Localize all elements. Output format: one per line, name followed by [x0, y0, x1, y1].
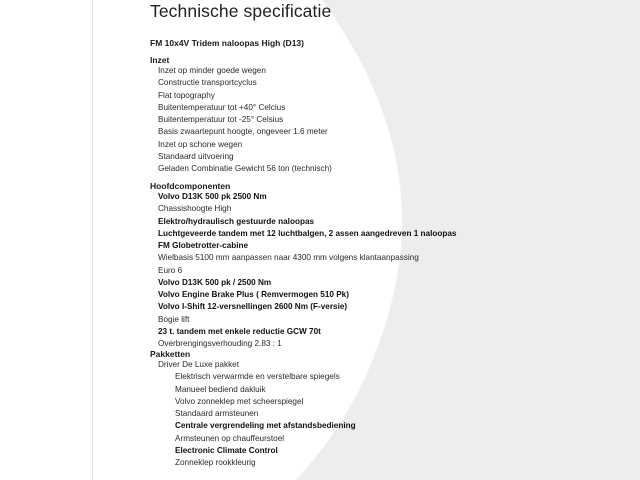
package-name-list: [158, 359, 239, 371]
spec-item: Buitentemperatuur tot -25° Celsius: [158, 115, 284, 125]
spec-item: Luchtgeveerde tandem met 12 luchtbalgen, 2 assen aangedreven 1 naloopas: [158, 228, 457, 238]
spec-item: FM Globetrotter-cabine: [158, 241, 249, 251]
spec-item: Euro 6: [158, 265, 183, 275]
spec-item: Overbrengingsverhouding 2.83 : 1: [158, 339, 282, 349]
spec-item: Electronic Climate Control: [175, 445, 278, 455]
spec-item: Volvo D13K 500 pk 2500 Nm: [158, 192, 267, 201]
inzet-list: [158, 65, 332, 175]
spec-item: Volvo Engine Brake Plus ( Remvermogen 510 Pk): [158, 290, 349, 300]
spec-item: Flat topography: [158, 90, 215, 100]
hoofdcomponenten-list: [158, 191, 457, 350]
spec-item: Zonneklep rookkleurig: [175, 458, 256, 468]
spec-item: 23 t. tandem met enkele reductie GCW 70t: [158, 326, 321, 336]
spec-item: Bogie lift: [158, 314, 190, 324]
section-heading-pakketten: Pakketten: [150, 349, 191, 359]
spec-item: Buitentemperatuur tot +40° Celcius: [158, 102, 286, 112]
spec-item: Volvo D13K 500 pk / 2500 Nm: [158, 277, 272, 287]
model-heading: FM 10x4V Tridem naloopas High (D13): [150, 38, 304, 48]
spec-item: Armsteunen op chauffeurstoel: [175, 433, 285, 443]
spec-item: Geladen Combinatie Gewicht 56 ton (technisch): [158, 164, 332, 174]
spec-item: Inzet op schone wegen: [158, 139, 243, 149]
spec-item: Elektro/hydraulisch gestuurde naloopas: [158, 216, 315, 226]
spec-item: Volvo I-Shift 12-versnellingen 2600 Nm (F-versie): [158, 302, 348, 312]
spec-item: Standaard armsteunen: [175, 409, 259, 419]
section-heading-inzet: Inzet: [150, 55, 170, 65]
spec-item: Centrale vergrendeling met afstandsbediening: [175, 421, 356, 431]
spec-item: Chassishoogte High: [158, 204, 232, 214]
spec-item: Wielbasis 5100 mm aanpassen naar 4300 mm volgens klantaanpassing: [158, 253, 419, 263]
spec-item: Inzet op minder goede wegen: [158, 66, 266, 75]
package-name: Driver De Luxe pakket: [158, 360, 239, 369]
spec-item: Constructie transportcyclus: [158, 78, 257, 88]
page-title: Technische specificatie: [150, 1, 332, 21]
spec-item: Basis zwaartepunt hoogte, ongeveer 1.6 meter: [158, 127, 328, 137]
spec-item: Standaard uitvoering: [158, 151, 234, 161]
spec-item: Volvo zonneklep met scheerspiegel: [175, 396, 304, 406]
section-heading-hoofdcomponenten: Hoofdcomponenten: [150, 181, 231, 191]
spec-item: Manueel bediend dakluik: [175, 384, 266, 394]
pakketten-list: [175, 371, 356, 469]
spec-item: Elektrisch verwarmde en verstelbare spiegels: [175, 372, 340, 382]
